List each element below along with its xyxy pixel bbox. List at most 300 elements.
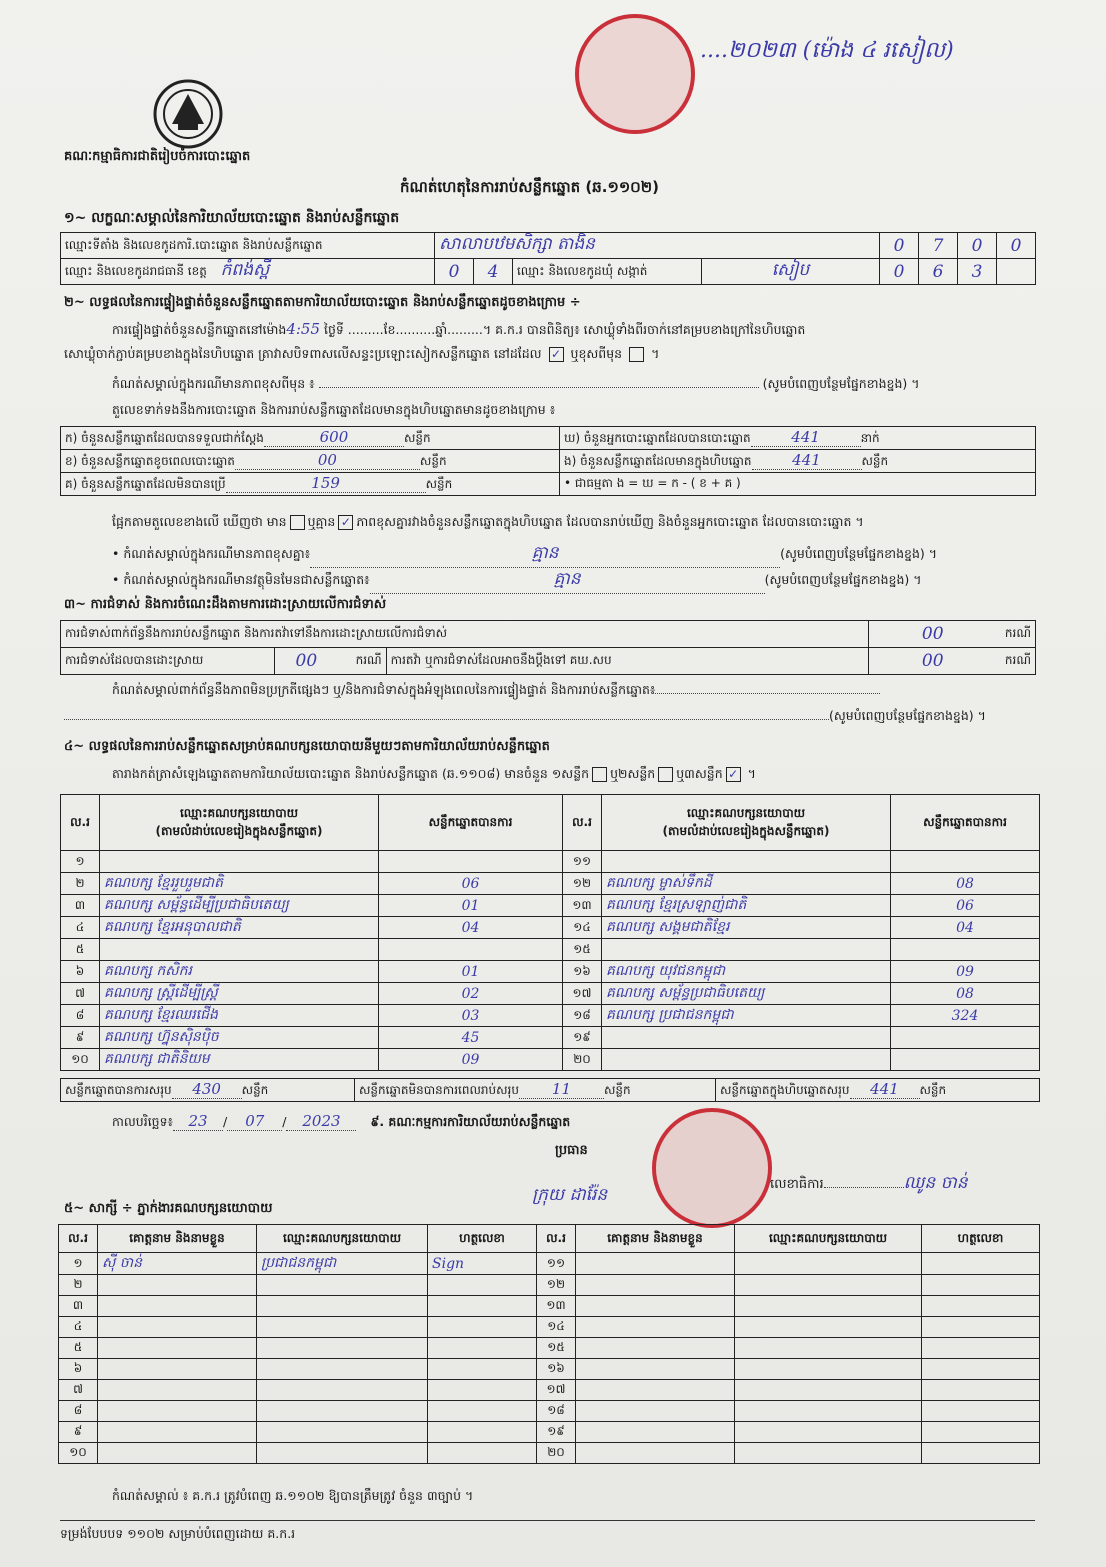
witness-sign-right <box>922 1253 1040 1275</box>
witness-name-right <box>576 1317 735 1338</box>
secretary-line <box>770 1172 968 1197</box>
result-votes-left: 03 <box>379 1005 563 1027</box>
witness-sign-right <box>922 1275 1040 1296</box>
section3-title: ៣~ ការជំទាស់ និងការចំណេះដឹងតាមការដោះស្រាយលើការជំទាស់ <box>64 597 387 612</box>
col-party-right <box>602 795 891 851</box>
witness-no-left: ៨ <box>59 1401 98 1422</box>
appeal-value: 00 <box>868 648 997 675</box>
witness-sign-right <box>922 1359 1040 1380</box>
commune-code-2: 6 <box>919 259 958 285</box>
col-party-left-sub: (តាមលំដាប់លេខរៀងក្នុងសន្លឹកឆ្នោត) <box>155 823 323 838</box>
witness-sign-left <box>428 1338 537 1359</box>
resolved-label: ការជំទាស់ដែលបានដោះស្រាយ <box>61 648 275 675</box>
total-valid-label: សន្លឹកឆ្នោតបានការសរុប <box>65 1083 172 1097</box>
witness-sign-right <box>922 1380 1040 1401</box>
location-value: សាលាបឋមសិក្សា តាងិន <box>435 233 880 259</box>
witness-name-left: ស៊ី ចាន់ <box>98 1253 257 1275</box>
result-party-left: គណបក្ស កសិករ <box>100 961 379 983</box>
commune-label: ឈ្មោះ និងលេខកូដឃុំ សង្កាត់ <box>513 259 702 285</box>
witness-sign-left: Sign <box>428 1253 537 1275</box>
witness-party-right <box>735 1275 922 1296</box>
result-party-left <box>100 851 379 873</box>
fig-d-label: ឃ) ចំនួនអ្នកបោះឆ្នោតដែលបានបោះឆ្នោត <box>564 431 751 445</box>
witness-name-left <box>98 1317 257 1338</box>
witness-name-left <box>98 1338 257 1359</box>
result-votes-left: 04 <box>379 917 563 939</box>
fig-a <box>61 427 560 450</box>
section4-intro-text: តារាងកត់ត្រាសំឡេងឆ្នោតតាមការិយាល័យបោះឆ្នោត និងរាប់សន្លឹកឆ្នោត (ឆ.១១០៨) មានចំនួន ១សន្លឹក <box>112 766 590 781</box>
section3-note-line2 <box>64 708 1039 727</box>
witness-sign-right <box>922 1296 1040 1317</box>
witness-no-right: ១២ <box>537 1275 576 1296</box>
fig-a-value: 600 <box>264 428 404 447</box>
date-line: កាលបរិច្ឆេទ៖ 23 / 07 / 2023 ៩. គណៈកម្មការការិយាល័យរាប់សន្លឹកឆ្នោត <box>112 1112 571 1130</box>
location-code-1: 0 <box>880 233 919 259</box>
objection-row1-unit: ករណី <box>997 621 1036 648</box>
witness-row <box>59 1338 1040 1359</box>
fig-b-unit: សន្លឹក <box>419 454 447 468</box>
location-code-4: 0 <box>997 233 1036 259</box>
result-row <box>61 851 1040 873</box>
total-invalid-value: 11 <box>519 1080 604 1099</box>
result-no-right: ១៥ <box>563 939 602 961</box>
result-votes-left: 01 <box>379 895 563 917</box>
total-valid <box>61 1079 355 1102</box>
note1-label: កំណត់សម្គាល់ក្នុងករណីមានភាពខុសពីមុន ៖ <box>112 376 315 391</box>
witness-row <box>59 1443 1040 1464</box>
witness-party-right <box>735 1401 922 1422</box>
appeal-unit: ករណី <box>997 648 1036 675</box>
result-votes-left <box>379 851 563 873</box>
section3-note-dots <box>655 693 880 694</box>
different-checkbox[interactable] <box>629 347 644 362</box>
fig-a-unit: សន្លឹក <box>403 431 431 445</box>
result-row <box>61 961 1040 983</box>
fig-e <box>560 450 1036 473</box>
same-checkbox[interactable]: ✓ <box>549 347 564 362</box>
result-no-left: ៣ <box>61 895 100 917</box>
result-votes-right <box>891 1049 1040 1071</box>
total-box <box>716 1079 1040 1102</box>
vote-figures-table <box>60 426 1036 496</box>
w-col-name-left: គោត្តនាម និងនាមខ្លួន <box>98 1225 257 1253</box>
result-no-left: ៨ <box>61 1005 100 1027</box>
witness-sign-left <box>428 1422 537 1443</box>
w-col-name-right: គោត្តនាម និងនាមខ្លួន <box>576 1225 735 1253</box>
note2-value: គ្មាន <box>310 542 780 568</box>
objections-table <box>60 620 1036 675</box>
w-col-sign-right: ហត្ថលេខា <box>922 1225 1040 1253</box>
witness-no-right: ១៣ <box>537 1296 576 1317</box>
witness-sign-right <box>922 1317 1040 1338</box>
section4-intro: តារាងកត់ត្រាសំឡេងឆ្នោតតាមការិយាល័យបោះឆ្នោត និងរាប់សន្លឹកឆ្នោត (ឆ.១១០៨) មានចំនួន ១សន្លឹក ឬ២សន្លឹក ឬ៣សន្លឹក ✓ ។ <box>112 766 756 781</box>
witness-party-right <box>735 1359 922 1380</box>
witness-party-right <box>735 1317 922 1338</box>
w-col-party-right: ឈ្មោះគណបក្សនយោបាយ <box>735 1225 922 1253</box>
witness-name-right <box>576 1380 735 1401</box>
witness-row <box>59 1296 1040 1317</box>
witness-no-right: ១៥ <box>537 1338 576 1359</box>
witness-name-right <box>576 1275 735 1296</box>
section5-title: ៥~ សាក្សី ÷ ភ្នាក់ងារគណបក្សនយោបាយ <box>64 1201 273 1216</box>
para1-b: ថ្ងៃទី .........ខែ..........ឆ្នាំ.........។ គ.ក.រ បានពិនិត្យ៖ សោឃ្លុំទាំងពីរចាក់នៅគម្របខាងក្រៅនៃហិបឆ្នោត <box>324 322 806 337</box>
witness-name-right <box>576 1296 735 1317</box>
col-no-right: ល.រ <box>563 795 602 851</box>
note2-label: • កំណត់សម្គាល់ក្នុងករណីមានភាពខុសគ្នា៖ <box>112 546 311 561</box>
note3-value: គ្មាន <box>370 568 765 594</box>
section2-para2: សោឃ្លុំចាក់ភ្ជាប់គម្របខាងក្នុងនៃហិបឆ្នោត ត្រាវាសបិទពាសលើសន្ទះប្រឡោះសៀកសន្លឹកឆ្នោត នៅដដែល ✓ ឬខុសពីមុន ។ <box>64 346 660 361</box>
section3-note <box>112 682 1037 701</box>
note2-line <box>112 542 1037 568</box>
fig-c-value: 159 <box>226 474 426 493</box>
result-no-left: ៤ <box>61 917 100 939</box>
date-day: 23 <box>173 1112 223 1131</box>
total-box-label: សន្លឹកឆ្នោតក្នុងហិបឆ្នោតសរុប <box>720 1083 850 1097</box>
result-party-right: គណបក្ស សង្គមជាតិខ្មែរ <box>602 917 891 939</box>
total-box-value: 441 <box>850 1080 920 1099</box>
result-row <box>61 873 1040 895</box>
result-votes-right: 04 <box>891 917 1040 939</box>
province-label <box>61 259 435 285</box>
secretary-name: ឈូន ចាន់ <box>903 1173 968 1193</box>
result-party-left: គណបក្ស ស្ត្រីដើម្បីស្ត្រី <box>100 983 379 1005</box>
result-votes-right: 09 <box>891 961 1040 983</box>
top-annotation: ....២០២៣ (ម៉ោង ៤ រសៀល) <box>700 38 954 63</box>
result-row <box>61 983 1040 1005</box>
result-no-right: ១២ <box>563 873 602 895</box>
result-votes-left: 02 <box>379 983 563 1005</box>
witness-name-right <box>576 1401 735 1422</box>
totals-table <box>60 1078 1040 1102</box>
witness-no-left: ២ <box>59 1275 98 1296</box>
fig-c <box>61 473 560 496</box>
resolved-value: 00 <box>275 648 338 675</box>
result-party-right: គណបក្ស យុវជនកម្ពុជា <box>602 961 891 983</box>
chair-name: ក្រុយ ដារ៉ែន <box>532 1185 608 1205</box>
witness-no-right: ១៩ <box>537 1422 576 1443</box>
location-code-3: 0 <box>958 233 997 259</box>
para1-a: ការផ្ទៀងផ្ទាត់ចំនួនសន្លឹកឆ្នោតនៅម៉ោង <box>112 322 287 337</box>
witness-sign-left <box>428 1380 537 1401</box>
result-party-right <box>602 1027 891 1049</box>
witness-party-left <box>257 1443 428 1464</box>
result-row <box>61 1005 1040 1027</box>
note1-line <box>112 376 1037 395</box>
fig-b-value: 00 <box>235 451 420 470</box>
fig-d <box>560 427 1036 450</box>
col-party-right-title: ឈ្មោះគណបក្សនយោបាយ <box>686 805 806 820</box>
result-party-left: គណបក្ស ខ្មែររួបរួមជាតិ <box>100 873 379 895</box>
secretary-dots <box>824 1187 904 1188</box>
witness-name-right <box>576 1253 735 1275</box>
secretary-label: លេខាធិការ <box>770 1177 824 1192</box>
compare-rest: ភាពខុសគ្នារវាងចំនួនសន្លឹកឆ្នោតក្នុងហិបឆ្នោត ដែលបានរាប់ឃើញ និងចំនួនអ្នកបោះឆ្នោត ដែលបានបោះឆ្នោត ។ <box>356 514 864 529</box>
witness-sign-left <box>428 1317 537 1338</box>
no-diff-label: ឬគ្មាន <box>307 514 336 529</box>
witness-name-left <box>98 1422 257 1443</box>
section2-para1 <box>112 320 1042 341</box>
witness-name-left <box>98 1401 257 1422</box>
witness-name-right <box>576 1422 735 1443</box>
result-votes-right <box>891 851 1040 873</box>
witness-name-right <box>576 1338 735 1359</box>
fig-e-unit: សន្លឹក <box>861 454 889 468</box>
witness-no-right: ១១ <box>537 1253 576 1275</box>
result-row <box>61 895 1040 917</box>
fig-a-label: ក) ចំនួនសន្លឹកឆ្នោតដែលបានទទួលជាក់ស្តែង <box>65 431 264 445</box>
result-votes-left <box>379 939 563 961</box>
result-no-right: ១៩ <box>563 1027 602 1049</box>
result-party-right <box>602 1049 891 1071</box>
note2-fill: (សូមបំពេញបន្ថែមផ្នែកខាងខ្នង) ។ <box>780 546 937 561</box>
document-title: កំណត់ហេតុនៃការរាប់សន្លឹកឆ្នោត (ឆ.១១០២) <box>400 178 660 196</box>
formula: • ជាធម្មតា ង = ឃ = ក - ( ខ + គ ) <box>560 473 1036 496</box>
result-no-right: ១៦ <box>563 961 602 983</box>
para2-text: សោឃ្លុំចាក់ភ្ជាប់គម្របខាងក្នុងនៃហិបឆ្នោត ត្រាវាសបិទពាសលើសន្ទះប្រឡោះសៀកសន្លឹកឆ្នោត នៅដដែល <box>64 346 542 361</box>
compare-line <box>112 514 864 533</box>
results-table <box>60 794 1040 1071</box>
witness-no-right: ២០ <box>537 1443 576 1464</box>
different-label: ឬខុសពីមុន <box>570 346 623 361</box>
commune-value: សៀប <box>702 259 880 285</box>
result-party-left: គណបក្ស ខ្មែរអនុបាលជាតិ <box>100 917 379 939</box>
witness-table <box>58 1224 1040 1464</box>
witness-no-left: ៥ <box>59 1338 98 1359</box>
location-code-2: 7 <box>919 233 958 259</box>
witness-party-left <box>257 1380 428 1401</box>
location-label: ឈ្មោះទីតាំង និងលេខកូដការិ.បោះឆ្នោត និងរាប់សន្លឹកឆ្នោត <box>61 233 435 259</box>
fig-b-label: ខ) ចំនួនសន្លឹកឆ្នោតខូចពេលបោះឆ្នោត <box>65 454 235 468</box>
witness-row <box>59 1253 1040 1275</box>
no-diff-checkbox[interactable]: ✓ <box>338 515 353 530</box>
result-no-left: ៩ <box>61 1027 100 1049</box>
result-votes-left: 45 <box>379 1027 563 1049</box>
witness-sign-right <box>922 1401 1040 1422</box>
result-no-left: ៦ <box>61 961 100 983</box>
three-sheet-checkbox[interactable]: ✓ <box>726 767 741 782</box>
witness-party-left <box>257 1317 428 1338</box>
witness-name-left <box>98 1380 257 1401</box>
committee-name: គណៈកម្មាធិការជាតិរៀបចំការបោះឆ្នោត <box>64 149 251 164</box>
witness-party-left <box>257 1422 428 1443</box>
result-party-right <box>602 939 891 961</box>
footer-text: ទម្រង់បែបបទ ១១០២ សម្រាប់បំពេញដោយ គ.ក.រ <box>60 1526 296 1541</box>
witness-party-left <box>257 1401 428 1422</box>
one-sheet-checkbox[interactable] <box>592 767 607 782</box>
section3-note-label: កំណត់សម្គាល់ពាក់ព័ន្ធនឹងភាពមិនប្រក្រតីផ្សេងៗ ឬ/និងការជំទាស់ក្នុងអំឡុងពេលនៃការផ្ទៀងផ្ទាត់ និងការរាប់សន្លឹកឆ្នោត៖ <box>112 682 656 697</box>
province-code-2: 4 <box>474 259 513 285</box>
date-year: 2023 <box>286 1112 356 1131</box>
witness-name-left <box>98 1359 257 1380</box>
three-sheet-label: ឬ៣សន្លឹក <box>676 766 723 781</box>
section3-note2-dots <box>64 719 829 720</box>
compare-label: ផ្អែកតាមតួលេខខាងលើ ឃើញថា មាន <box>112 514 287 529</box>
result-party-right: គណបក្ស សម្ព័ន្ធប្រជាធិបតេយ្យ <box>602 983 891 1005</box>
objection-row1-label: ការជំទាស់ពាក់ព័ន្ធនឹងការរាប់សន្លឹកឆ្នោត និងការតវ៉ាទៅនឹងការដោះស្រាយលើការជំទាស់ <box>61 621 869 648</box>
witness-no-left: ៧ <box>59 1380 98 1401</box>
result-no-left: ៥ <box>61 939 100 961</box>
result-votes-right: 324 <box>891 1005 1040 1027</box>
witness-party-left <box>257 1338 428 1359</box>
result-votes-right: 08 <box>891 873 1040 895</box>
result-votes-left: 09 <box>379 1049 563 1071</box>
result-votes-right: 08 <box>891 983 1040 1005</box>
result-no-right: ១៨ <box>563 1005 602 1027</box>
result-no-right: ១១ <box>563 851 602 873</box>
total-invalid-unit: សន្លឹក <box>603 1083 631 1097</box>
witness-row <box>59 1401 1040 1422</box>
result-party-left: គណបក្ស ជាតិនិយម <box>100 1049 379 1071</box>
result-no-right: ២០ <box>563 1049 602 1071</box>
date-month: 07 <box>227 1112 282 1131</box>
witness-sign-left <box>428 1296 537 1317</box>
w-col-sign-left: ហត្ថលេខា <box>428 1225 537 1253</box>
section1-table <box>60 232 1036 285</box>
appeal-label: ការតវ៉ា ឬការជំទាស់ដែលអាចនឹងប្តឹងទៅ គឃ.សប <box>386 648 868 675</box>
section3-note-fill: (សូមបំពេញបន្ថែមផ្នែកខាងខ្នង) ។ <box>829 708 986 723</box>
section1-title: ១~ លក្ខណៈសម្គាល់នៃការិយាល័យបោះឆ្នោត និងរាប់សន្លឹកឆ្នោត <box>64 210 400 226</box>
total-invalid-label: សន្លឹកឆ្នោតមិនបានការពេលរាប់សរុប <box>359 1083 519 1097</box>
two-sheet-label: ឬ២សន្លឹក <box>610 766 656 781</box>
witness-sign-left <box>428 1443 537 1464</box>
result-no-right: ១៧ <box>563 983 602 1005</box>
objection-row1-value: 00 <box>868 621 997 648</box>
result-row <box>61 939 1040 961</box>
official-seal-top <box>575 14 695 134</box>
commune-code-3: 3 <box>958 259 997 285</box>
note3-line <box>112 568 1037 594</box>
witness-party-left <box>257 1359 428 1380</box>
witness-name-right <box>576 1359 735 1380</box>
result-votes-right: 06 <box>891 895 1040 917</box>
section2-title: ២~ លទ្ធផលនៃការផ្ទៀងផ្ទាត់ចំនួនសន្លឹកឆ្នោតតាមការិយាល័យបោះឆ្នោត និងរាប់សន្លឹកឆ្នោតដូចខាងក្រោម ÷ <box>64 295 581 310</box>
section4-title: ៤~ លទ្ធផលនៃការរាប់សន្លឹកឆ្នោតសម្រាប់គណបក្សនយោបាយនីមួយៗតាមការិយាល័យរាប់សន្លឹកឆ្នោត <box>64 739 550 754</box>
fig-e-label: ង) ចំនួនសន្លឹកឆ្នោតដែលមានក្នុងហិបឆ្នោត <box>564 454 752 468</box>
note1-dots <box>319 387 759 388</box>
footer-rule <box>60 1520 1035 1521</box>
result-party-right: គណបក្ស ម្ចាស់ទឹកដី <box>602 873 891 895</box>
witness-no-right: ១៨ <box>537 1401 576 1422</box>
witness-name-right <box>576 1443 735 1464</box>
commune-code-1: 0 <box>880 259 919 285</box>
result-votes-left: 01 <box>379 961 563 983</box>
w-col-no-right: ល.រ <box>537 1225 576 1253</box>
col-party-left <box>100 795 379 851</box>
fig-d-value: 441 <box>751 428 861 447</box>
witness-party-right <box>735 1253 922 1275</box>
chair-label: ប្រធាន <box>555 1143 588 1158</box>
province-label-text: ឈ្មោះ និងលេខកូដរាជធានី ខេត្ត <box>65 264 207 278</box>
official-seal-bottom <box>652 1108 772 1228</box>
result-votes-right <box>891 939 1040 961</box>
result-votes-right <box>891 1027 1040 1049</box>
date-label: កាលបរិច្ឆេទ៖ <box>112 1114 174 1129</box>
witness-no-right: ១៦ <box>537 1359 576 1380</box>
col-no-left: ល.រ <box>61 795 100 851</box>
has-diff-checkbox[interactable] <box>290 515 305 530</box>
witness-no-left: ៣ <box>59 1296 98 1317</box>
result-party-right <box>602 851 891 873</box>
w-col-party-left: ឈ្មោះគណបក្សនយោបាយ <box>257 1225 428 1253</box>
witness-party-left <box>257 1296 428 1317</box>
result-party-right: គណបក្ស ប្រជាជនកម្ពុជា <box>602 1005 891 1027</box>
total-valid-value: 430 <box>172 1080 242 1099</box>
col-votes-left: សន្លឹកឆ្នោតបានការ <box>379 795 563 851</box>
witness-party-left <box>257 1275 428 1296</box>
witness-party-right <box>735 1338 922 1359</box>
total-invalid <box>355 1079 716 1102</box>
col-party-right-sub: (តាមលំដាប់លេខរៀងក្នុងសន្លឹកឆ្នោត) <box>662 823 830 838</box>
commune-code-empty <box>997 259 1036 285</box>
result-party-left <box>100 939 379 961</box>
note3-fill: (សូមបំពេញបន្ថែមផ្នែកខាងខ្នង) ។ <box>764 572 922 587</box>
witness-sign-right <box>922 1422 1040 1443</box>
para1-time: 4:55 <box>286 320 321 338</box>
witness-sign-right <box>922 1338 1040 1359</box>
result-no-left: ១ <box>61 851 100 873</box>
two-sheet-checkbox[interactable] <box>658 767 673 782</box>
witness-no-right: ១៧ <box>537 1380 576 1401</box>
witness-no-left: ៦ <box>59 1359 98 1380</box>
witness-row <box>59 1317 1040 1338</box>
witness-party-right <box>735 1296 922 1317</box>
witness-row <box>59 1422 1040 1443</box>
result-party-left: គណបក្ស ហ្វ៊ុនស៊ិនប៉ិច <box>100 1027 379 1049</box>
result-row <box>61 917 1040 939</box>
province-value: កំពង់ស្ពឺ <box>220 260 270 280</box>
witness-row <box>59 1275 1040 1296</box>
witness-name-left <box>98 1296 257 1317</box>
note3-label: • កំណត់សម្គាល់ក្នុងករណីមានវត្ថុមិនមែនជាសន្លឹកឆ្នោត៖ <box>112 572 370 587</box>
witness-no-left: ១ <box>59 1253 98 1275</box>
result-row <box>61 1027 1040 1049</box>
witness-no-left: ៤ <box>59 1317 98 1338</box>
result-no-left: ៧ <box>61 983 100 1005</box>
fig-d-unit: នាក់ <box>860 431 880 445</box>
witness-sign-right <box>922 1443 1040 1464</box>
section5-note: កំណត់សម្គាល់ ៖ គ.ក.រ ត្រូវបំពេញ ឆ.១១០២ ឱ្យបានត្រឹមត្រូវ ចំនួន ៣ច្បាប់ ។ <box>112 1488 474 1503</box>
total-box-unit: សន្លឹក <box>919 1083 947 1097</box>
witness-row <box>59 1380 1040 1401</box>
w-col-no-left: ល.រ <box>59 1225 98 1253</box>
witness-sign-left <box>428 1359 537 1380</box>
witness-sign-left <box>428 1275 537 1296</box>
witness-party-left: ប្រជាជនកម្ពុជា <box>257 1253 428 1275</box>
witness-name-left <box>98 1443 257 1464</box>
result-party-left: គណបក្ស ខ្មែរឈរជើង <box>100 1005 379 1027</box>
result-party-right: គណបក្ស ខ្មែរស្រឡាញ់ជាតិ <box>602 895 891 917</box>
result-party-left: គណបក្ស សម្ព័ន្ធដើម្បីប្រជាធិបតេយ្យ <box>100 895 379 917</box>
fig-e-value: 441 <box>752 451 862 470</box>
witness-sign-left <box>428 1401 537 1422</box>
result-no-left: ១០ <box>61 1049 100 1071</box>
witness-name-left <box>98 1275 257 1296</box>
section2-intro: តួលេខទាក់ទងនឹងការបោះឆ្នោត និងការរាប់សន្លឹកឆ្នោតដែលមានក្នុងហិបឆ្នោតមានដូចខាងក្រោម ៖ <box>112 402 556 417</box>
result-votes-left: 06 <box>379 873 563 895</box>
col-party-left-title: ឈ្មោះគណបក្សនយោបាយ <box>179 805 299 820</box>
witness-party-right <box>735 1443 922 1464</box>
witness-no-left: ៩ <box>59 1422 98 1443</box>
resolved-unit: ករណី <box>338 648 387 675</box>
fig-b <box>61 450 560 473</box>
fig-c-unit: សន្លឹក <box>425 477 453 491</box>
witness-row <box>59 1359 1040 1380</box>
note1-fill: (សូមបំពេញបន្ថែមផ្នែកខាងខ្នង) ។ <box>762 376 920 391</box>
province-code-1: 0 <box>435 259 474 285</box>
fig-c-label: គ) ចំនួនសន្លឹកឆ្នោតដែលមិនបានប្រើ <box>65 477 226 491</box>
witness-party-right <box>735 1380 922 1401</box>
witness-no-right: ១៤ <box>537 1317 576 1338</box>
